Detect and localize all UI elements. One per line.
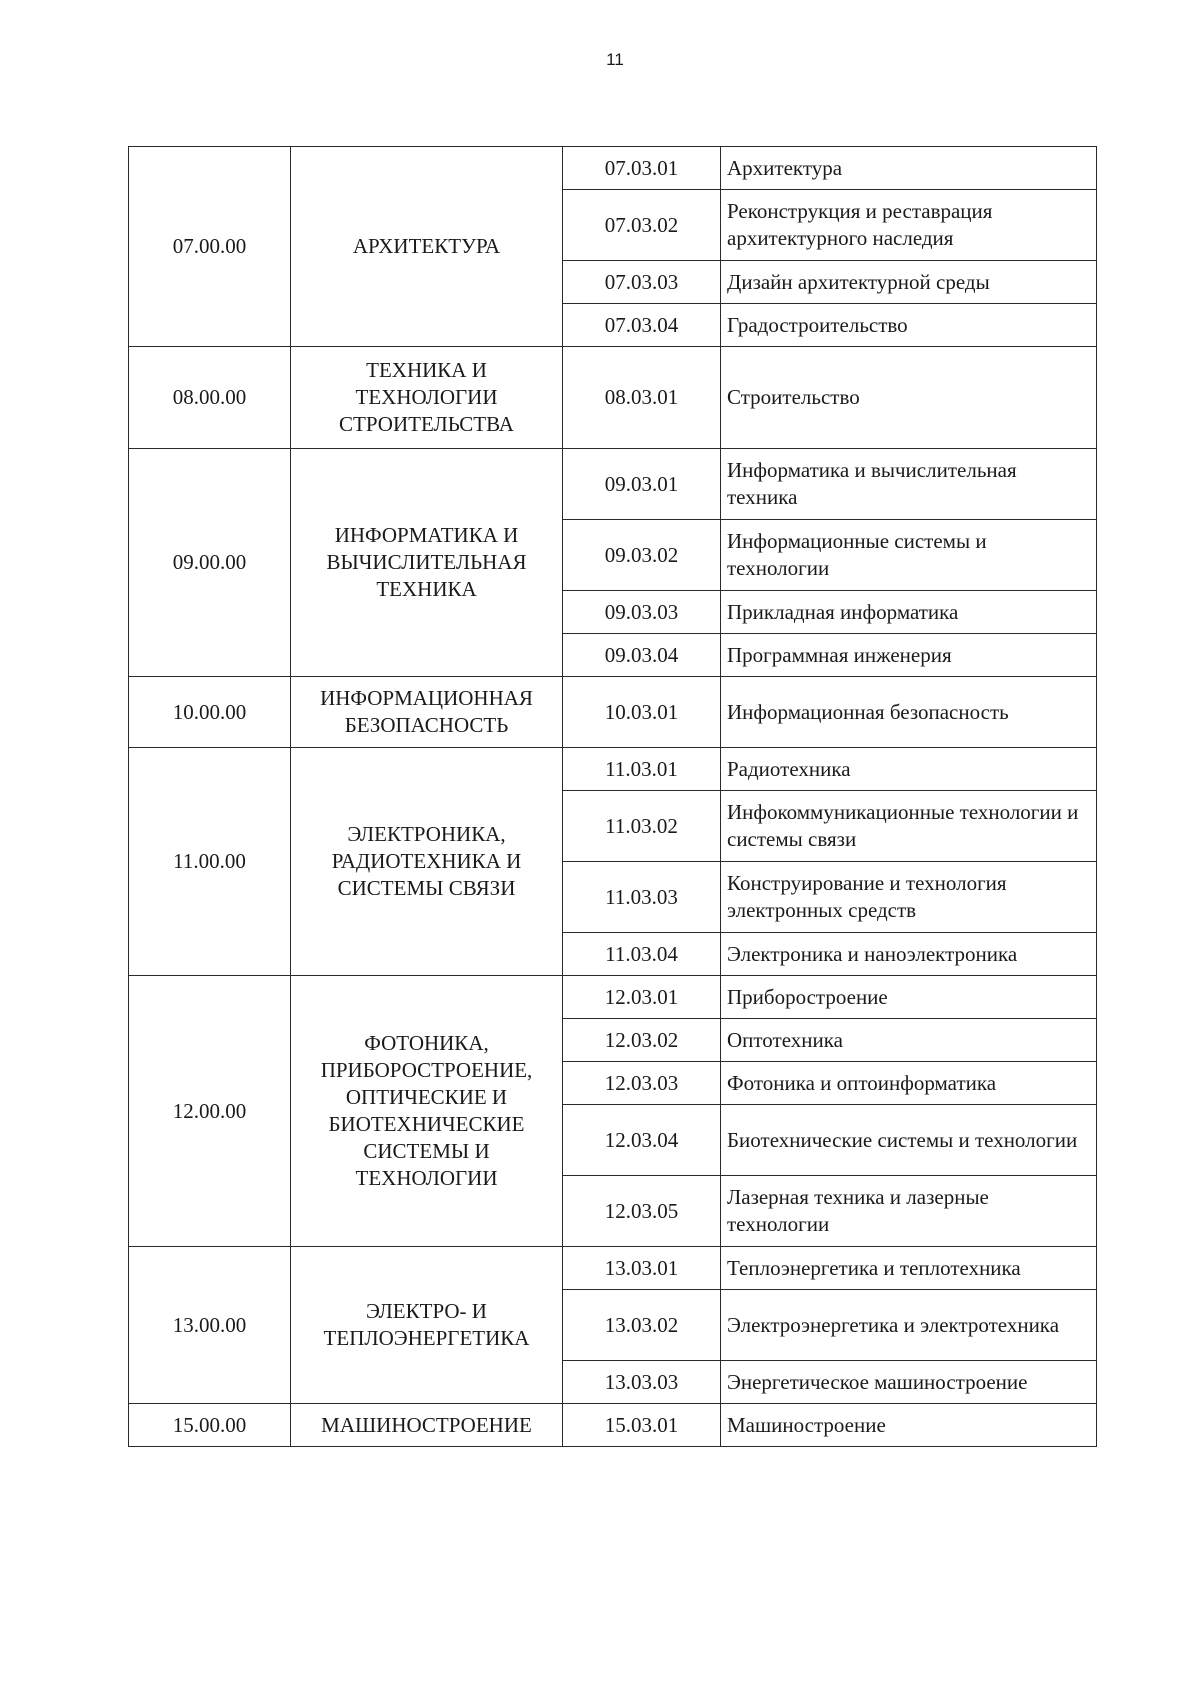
- specialty-title: Градостроительство: [721, 304, 1097, 347]
- specialty-title: Конструирование и технология электронных средств: [721, 862, 1097, 933]
- page-number: 11: [606, 50, 624, 69]
- specialty-code: 15.03.01: [563, 1404, 721, 1447]
- specialty-title: Строительство: [721, 347, 1097, 449]
- specialty-code: 07.03.01: [563, 147, 721, 190]
- specialty-title: Энергетическое машиностроение: [721, 1361, 1097, 1404]
- specialty-table: [128, 146, 1097, 1447]
- specialty-code: 09.03.02: [563, 520, 721, 591]
- table-row: [129, 677, 1097, 748]
- specialty-code: 13.03.03: [563, 1361, 721, 1404]
- specialty-title: Теплоэнергетика и теплотехника: [721, 1247, 1097, 1290]
- specialty-code: 12.03.04: [563, 1105, 721, 1176]
- table-row: [129, 449, 1097, 520]
- group-name: ЭЛЕКТРО- И ТЕПЛОЭНЕРГЕТИКА: [291, 1247, 563, 1404]
- specialty-code: 10.03.01: [563, 677, 721, 748]
- specialty-code: 07.03.02: [563, 190, 721, 261]
- specialty-title: Программная инженерия: [721, 634, 1097, 677]
- specialty-code: 09.03.04: [563, 634, 721, 677]
- specialty-code: 11.03.04: [563, 933, 721, 976]
- specialty-code: 07.03.04: [563, 304, 721, 347]
- group-name: ИНФОРМАЦИОННАЯ БЕЗОПАСНОСТЬ: [291, 677, 563, 748]
- specialty-title: Биотехнические системы и технологии: [721, 1105, 1097, 1176]
- specialty-title: Информационные системы и технологии: [721, 520, 1097, 591]
- group-name: ИНФОРМАТИКА И ВЫЧИСЛИТЕЛЬНАЯ ТЕХНИКА: [291, 449, 563, 677]
- group-code: 13.00.00: [129, 1247, 291, 1404]
- group-name: МАШИНОСТРОЕНИЕ: [291, 1404, 563, 1447]
- table-row: [129, 347, 1097, 449]
- table-row: [129, 147, 1097, 190]
- specialty-code: 12.03.01: [563, 976, 721, 1019]
- table-row: [129, 748, 1097, 791]
- specialty-code: 11.03.01: [563, 748, 721, 791]
- group-name: ЭЛЕКТРОНИКА, РАДИОТЕХНИКА И СИСТЕМЫ СВЯЗИ: [291, 748, 563, 976]
- specialty-title: Прикладная информатика: [721, 591, 1097, 634]
- specialty-code: 13.03.02: [563, 1290, 721, 1361]
- specialty-title: Лазерная техника и лазерные технологии: [721, 1176, 1097, 1247]
- specialty-code: 08.03.01: [563, 347, 721, 449]
- group-code: 15.00.00: [129, 1404, 291, 1447]
- group-code: 11.00.00: [129, 748, 291, 976]
- group-name: ФОТОНИКА, ПРИБОРОСТРОЕНИЕ, ОПТИЧЕСКИЕ И БИОТЕХНИЧЕСКИЕ СИСТЕМЫ И ТЕХНОЛОГИИ: [291, 976, 563, 1247]
- specialty-title: Архитектура: [721, 147, 1097, 190]
- specialty-code: 11.03.03: [563, 862, 721, 933]
- specialty-title: Приборостроение: [721, 976, 1097, 1019]
- specialty-title: Дизайн архитектурной среды: [721, 261, 1097, 304]
- specialty-title: Фотоника и оптоинформатика: [721, 1062, 1097, 1105]
- group-code: 08.00.00: [129, 347, 291, 449]
- specialty-title: Реконструкция и реставрация архитектурного наследия: [721, 190, 1097, 261]
- group-name: ТЕХНИКА И ТЕХНОЛОГИИ СТРОИТЕЛЬСТВА: [291, 347, 563, 449]
- specialty-code: 12.03.03: [563, 1062, 721, 1105]
- specialty-title: Электроэнергетика и электротехника: [721, 1290, 1097, 1361]
- specialty-code: 12.03.05: [563, 1176, 721, 1247]
- table-row: [129, 976, 1097, 1019]
- specialty-title: Инфокоммуникационные технологии и системы связи: [721, 791, 1097, 862]
- table-body: [129, 147, 1097, 1447]
- specialty-title: Информатика и вычислительная техника: [721, 449, 1097, 520]
- group-code: 07.00.00: [129, 147, 291, 347]
- group-code: 09.00.00: [129, 449, 291, 677]
- specialty-title: Информационная безопасность: [721, 677, 1097, 748]
- specialty-title: Радиотехника: [721, 748, 1097, 791]
- specialty-code: 11.03.02: [563, 791, 721, 862]
- specialty-code: 09.03.03: [563, 591, 721, 634]
- specialty-code: 12.03.02: [563, 1019, 721, 1062]
- specialty-code: 13.03.01: [563, 1247, 721, 1290]
- specialty-title: Электроника и наноэлектроника: [721, 933, 1097, 976]
- specialty-code: 07.03.03: [563, 261, 721, 304]
- specialty-code: 09.03.01: [563, 449, 721, 520]
- specialty-title: Оптотехника: [721, 1019, 1097, 1062]
- group-name: АРХИТЕКТУРА: [291, 147, 563, 347]
- specialty-title: Машиностроение: [721, 1404, 1097, 1447]
- table-row: [129, 1247, 1097, 1290]
- group-code: 10.00.00: [129, 677, 291, 748]
- group-code: 12.00.00: [129, 976, 291, 1247]
- table-row: [129, 1404, 1097, 1447]
